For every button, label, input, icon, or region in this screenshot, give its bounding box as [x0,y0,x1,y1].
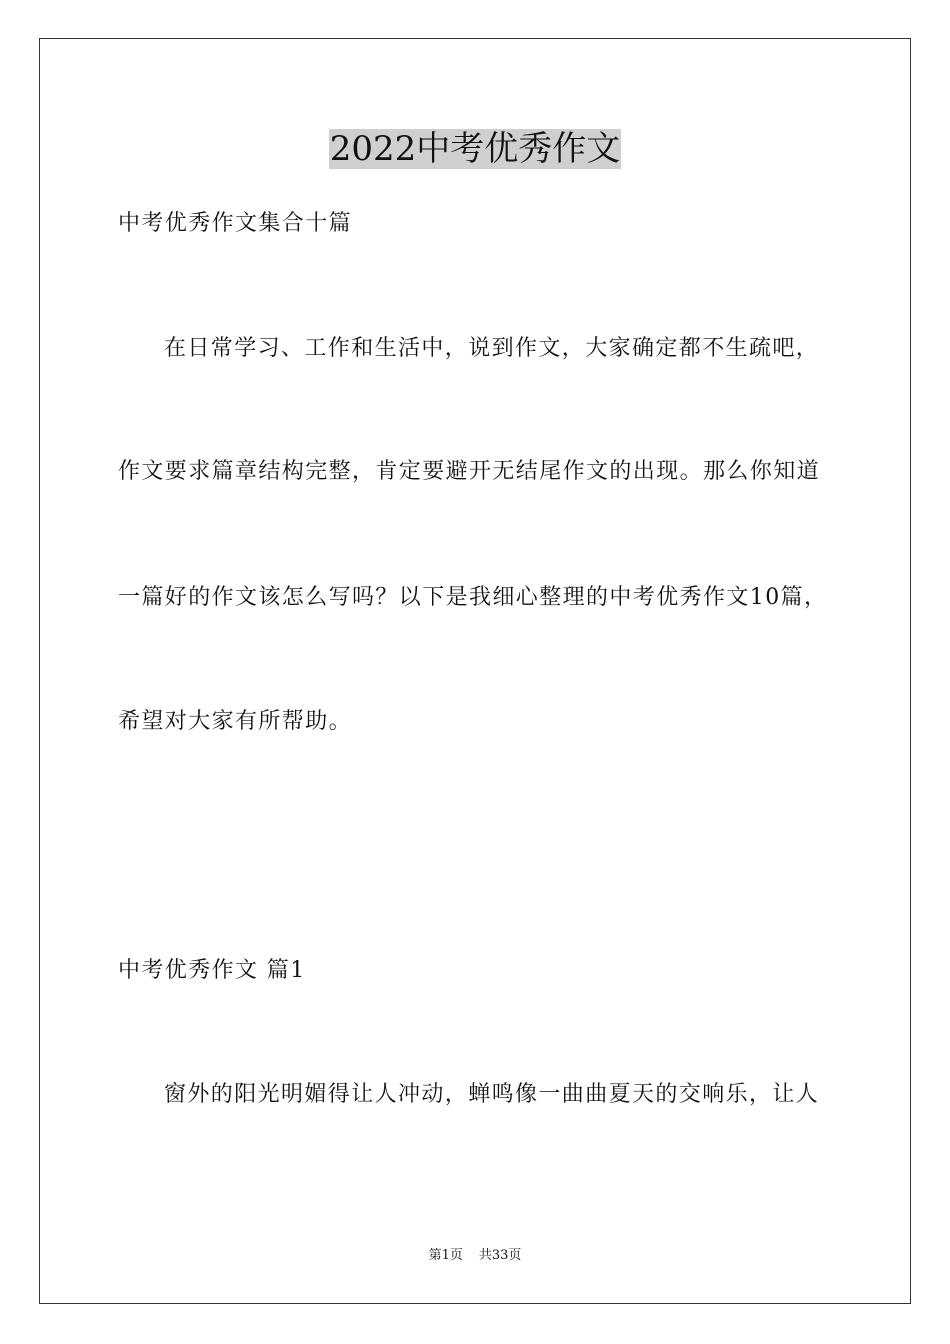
page-number-current: 第1页 [428,1248,463,1263]
section-heading: 中考优秀作文 篇1 [118,958,306,983]
paragraph-line: 希望对大家有所帮助。 [118,709,353,734]
paragraph-line: 一篇好的作文该怎么写吗？以下是我细心整理的中考优秀作文10篇， [118,585,828,610]
paragraph-line: 作文要求篇章结构完整，肯定要避开无结尾作文的出现。那么你知道 [118,459,821,484]
paragraph-line: 窗外的阳光明媚得让人冲动，蝉鸣像一曲曲夏天的交响乐，让人 [164,1082,820,1107]
document-title-text: 2022中考优秀作文 [329,129,621,169]
document-title [0,128,950,170]
page-footer [0,1248,950,1264]
paragraph-line: 在日常学习、工作和生活中，说到作文，大家确定都不生疏吧， [164,336,820,361]
document-subtitle: 中考优秀作文集合十篇 [118,211,353,236]
page-number-total: 共33页 [478,1248,522,1263]
